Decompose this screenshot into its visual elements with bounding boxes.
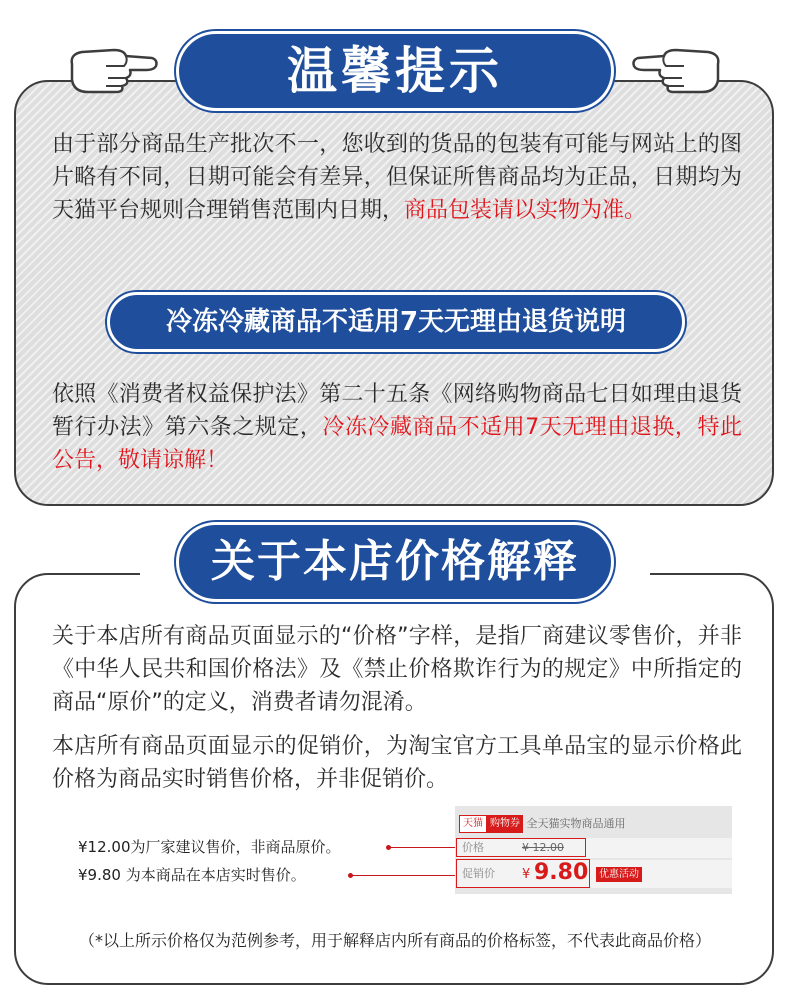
notice-subtitle: 冷冻冷藏商品不适用7天无理由退货说明	[107, 292, 685, 352]
sale-price-highlight-box	[456, 859, 590, 888]
list-price-value: ¥ 12.00	[522, 841, 564, 854]
list-price-note: ¥12.00为厂家建议售价，非商品原价。	[78, 838, 341, 856]
list-price-highlight-box	[456, 838, 586, 857]
promo-badge: 优惠活动	[596, 867, 642, 882]
price-tag-strip-text: 全天猫实物商品通用	[526, 817, 626, 830]
price-paragraph-1: 关于本店所有商品页面显示的“价格”字样，是指厂商建议零售价，并非《中华人民共和国价格法》及《禁止价格欺诈行为的规定》中所指定的商品“原价”的定义，消费者请勿混淆。	[52, 624, 742, 715]
pointing-hand-right-icon	[66, 42, 158, 100]
tmall-badge: 天猫	[459, 815, 487, 833]
notice-title: 温馨提示	[176, 31, 614, 111]
sale-price-label: 促销价	[462, 867, 495, 880]
notice-paragraph-2	[52, 378, 742, 477]
price-footnote: （*以上所示价格仅为范例参考，用于解释店内所有商品的价格标签，不代表此商品价格）	[78, 931, 711, 950]
price-section-title: 关于本店价格解释	[176, 522, 614, 602]
list-price-label: 价格	[462, 841, 484, 854]
sale-price-currency: ¥	[522, 867, 531, 882]
sale-price-note: ¥9.80 为本商品在本店实时售价。	[78, 866, 306, 884]
notice-paragraph-2-highlight: 冷冻冷藏商品不适用7天无理由退换，特此公告，敬请谅解！	[52, 415, 742, 473]
sale-price-value: 9.80	[534, 860, 589, 885]
sale-price-leader-dot	[348, 873, 353, 878]
list-price-leader-dot	[386, 845, 391, 850]
price-tag-strip	[459, 814, 732, 834]
price-paragraph-2: 本店所有商品页面显示的促销价，为淘宝官方工具单品宝的显示价格此价格为商品实时销售价格，并非促销价。	[52, 734, 742, 792]
notice-paragraph-2-text: 依照《消费者权益保护法》第二十五条《网络购物商品七日如理由退货暂行办法》第六条之规定，	[52, 382, 742, 440]
sale-price-leader-line	[350, 875, 456, 876]
list-price-leader-line	[388, 847, 456, 848]
notice-paragraph-1-highlight: 商品包装请以实物为准。	[404, 198, 647, 223]
notice-paragraph-1-text: 由于部分商品生产批次不一，您收到的货品的包装有可能与网站上的图片略有不同，日期可能会有差异，但保证所售商品均为正品，日期均为天猫平台规则合理销售范围内日期，	[52, 132, 742, 223]
pointing-hand-left-icon	[632, 42, 724, 100]
notice-paragraph-1	[52, 128, 742, 227]
coupon-badge: 购物券	[487, 815, 523, 833]
